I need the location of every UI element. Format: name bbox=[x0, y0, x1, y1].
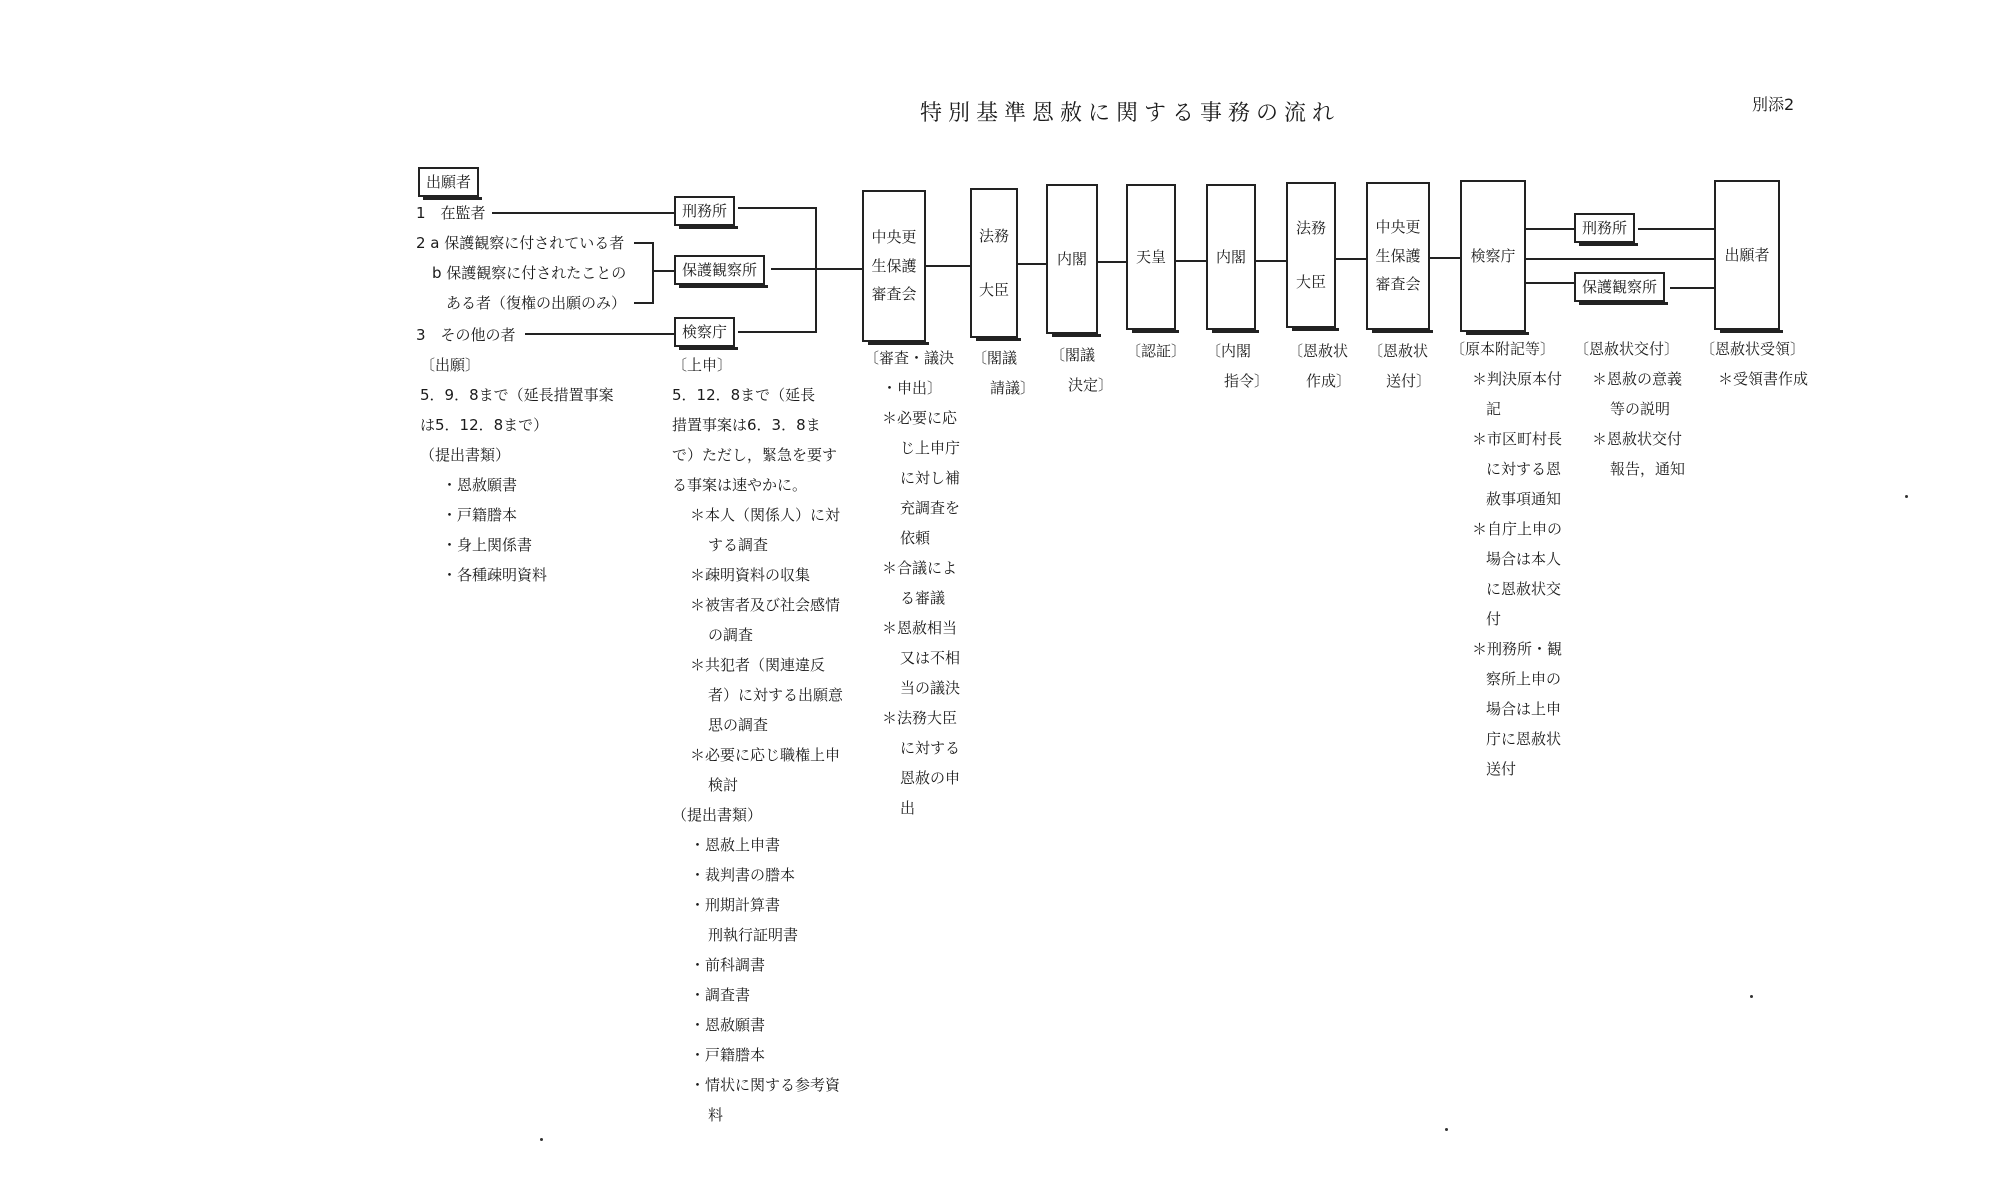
applicant-type-2b-line1: b 保護観察に付されたことの bbox=[432, 264, 627, 282]
report-item: 者）に対する出願意 bbox=[708, 686, 844, 704]
caption-cabinet-1 bbox=[1050, 340, 1113, 400]
node-central-board-2 bbox=[1366, 182, 1430, 330]
connector-line bbox=[1098, 261, 1126, 263]
caption-line: 〔閣議 bbox=[1050, 346, 1096, 364]
caption-line: ＊判決原本付 bbox=[1472, 370, 1563, 388]
connector-line bbox=[1638, 228, 1714, 230]
report-heading: 〔上申〕 bbox=[672, 356, 733, 374]
caption-central-board-2 bbox=[1368, 336, 1431, 396]
report-doc: ・前科調書 bbox=[690, 956, 766, 974]
caption-line: ＊恩赦の意義 bbox=[1592, 370, 1683, 388]
caption-line: 当の議決 bbox=[900, 679, 961, 697]
office-prosecutor-label: 検察庁 bbox=[682, 323, 728, 341]
connector-line bbox=[738, 331, 817, 333]
caption-line: ・申出〕 bbox=[882, 379, 943, 397]
application-notes bbox=[420, 350, 614, 590]
caption-line: 〔閣議 bbox=[972, 349, 1018, 367]
caption-line: 充調査を bbox=[900, 499, 961, 517]
node-central-board-1 bbox=[862, 190, 926, 342]
caption-central-board-1 bbox=[864, 343, 960, 823]
office-probation bbox=[674, 255, 765, 285]
connector-line bbox=[1526, 228, 1574, 230]
report-docs-heading: （提出書類） bbox=[672, 806, 763, 824]
report-line: で）ただし，緊急を要す bbox=[672, 446, 838, 464]
report-doc: ・情状に関する参考資 bbox=[690, 1076, 841, 1094]
caption-prosecutor-office bbox=[1450, 334, 1562, 784]
caption-line: 送付 bbox=[1486, 760, 1517, 778]
applicant-type-1: 1 在監者 bbox=[416, 204, 486, 222]
report-doc: ・調査書 bbox=[690, 986, 751, 1004]
caption-line: 付 bbox=[1486, 610, 1502, 628]
caption-final-applicant bbox=[1700, 334, 1808, 394]
report-doc: ・刑期計算書 bbox=[690, 896, 781, 914]
caption-line: 〔恩赦状 bbox=[1368, 342, 1429, 360]
connector-line bbox=[738, 207, 817, 209]
caption-line: ＊必要に応 bbox=[882, 409, 958, 427]
office-prosecutor bbox=[674, 317, 735, 347]
scan-speck bbox=[1445, 1128, 1448, 1131]
caption-line: る審議 bbox=[900, 589, 946, 607]
report-doc: 刑執行証明書 bbox=[708, 926, 799, 944]
report-item: ＊疎明資料の収集 bbox=[690, 566, 811, 584]
application-doc: ・各種疎明資料 bbox=[442, 566, 548, 584]
connector-line bbox=[634, 242, 654, 244]
caption-line: に対し補 bbox=[900, 469, 961, 487]
caption-right-offices bbox=[1574, 334, 1685, 484]
node-text: 生保護 bbox=[1375, 246, 1421, 265]
caption-line: 〔原本附記等〕 bbox=[1450, 340, 1556, 358]
node-text: 大臣 bbox=[1295, 273, 1326, 291]
attachment-label: 別添2 bbox=[1752, 95, 1795, 114]
node-prosecutor-office bbox=[1460, 180, 1526, 332]
node-text: 出願者 bbox=[1724, 245, 1770, 264]
office-prison bbox=[674, 196, 735, 226]
report-line: 5．12．8まで（延長 bbox=[672, 386, 816, 404]
caption-line: ＊受領書作成 bbox=[1718, 370, 1809, 388]
report-item: ＊被害者及び社会感情 bbox=[690, 596, 841, 614]
caption-line: 〔審査・議決 bbox=[864, 349, 955, 367]
report-item: ＊必要に応じ職権上申 bbox=[690, 746, 841, 764]
node-text: 中央更 bbox=[1375, 218, 1421, 237]
node-text: 審査会 bbox=[871, 285, 917, 304]
node-text: 大臣 bbox=[978, 281, 1009, 299]
caption-justice-minister-2 bbox=[1288, 336, 1351, 396]
caption-line: 決定〕 bbox=[1068, 376, 1114, 394]
caption-line: じ上申庁 bbox=[900, 439, 961, 457]
report-notes bbox=[672, 350, 843, 1130]
node-text: 法務 bbox=[1295, 218, 1326, 237]
application-heading: 〔出願〕 bbox=[420, 356, 481, 374]
node-text: 中央更 bbox=[871, 228, 917, 247]
caption-line: 依頼 bbox=[900, 529, 931, 547]
caption-line: 〔恩赦状交付〕 bbox=[1574, 340, 1680, 358]
right-office-prison-label: 刑務所 bbox=[1582, 219, 1628, 237]
caption-emperor bbox=[1126, 336, 1186, 366]
connector-line bbox=[634, 302, 654, 304]
caption-line: 庁に恩赦状 bbox=[1486, 730, 1562, 748]
caption-justice-minister-1 bbox=[972, 343, 1035, 403]
node-text: 内閣 bbox=[1056, 249, 1087, 268]
caption-line: 〔恩赦状 bbox=[1288, 342, 1349, 360]
report-line: る事案は速やかに。 bbox=[672, 476, 808, 494]
connector-line bbox=[1176, 260, 1206, 262]
caption-line: 指令〕 bbox=[1224, 372, 1270, 390]
connector-line bbox=[926, 265, 970, 267]
node-emperor bbox=[1126, 184, 1176, 330]
scan-speck bbox=[1905, 495, 1908, 498]
caption-line: 出 bbox=[900, 799, 916, 817]
application-line: 5．9．8まで（延長措置事案 bbox=[420, 386, 614, 404]
report-item: する調査 bbox=[708, 536, 769, 554]
caption-line: に恩赦状交 bbox=[1486, 580, 1562, 598]
application-line: （提出書類） bbox=[420, 446, 511, 464]
office-prison-label: 刑務所 bbox=[682, 202, 728, 220]
caption-line: 〔認証〕 bbox=[1126, 342, 1187, 360]
node-text: 生保護 bbox=[871, 256, 917, 275]
report-doc: 料 bbox=[708, 1106, 724, 1124]
report-doc: ・恩赦願書 bbox=[690, 1016, 766, 1034]
scan-speck bbox=[1750, 995, 1753, 998]
caption-line: ＊恩赦相当 bbox=[882, 619, 958, 637]
caption-line: 作成〕 bbox=[1306, 372, 1352, 390]
application-doc: ・戸籍謄本 bbox=[442, 506, 518, 524]
caption-line: 請議〕 bbox=[990, 379, 1036, 397]
connector-line bbox=[652, 270, 674, 272]
connector-line bbox=[1526, 258, 1714, 260]
caption-line: 場合は本人 bbox=[1486, 550, 1562, 568]
office-probation-label: 保護観察所 bbox=[682, 261, 758, 279]
node-final-applicant bbox=[1714, 180, 1780, 330]
caption-line: 恩赦の申 bbox=[900, 769, 961, 787]
caption-line: 又は不相 bbox=[900, 649, 961, 667]
connector-line bbox=[1430, 257, 1460, 259]
node-text: 法務 bbox=[978, 226, 1009, 245]
right-office-prison bbox=[1574, 213, 1635, 243]
caption-line: 送付〕 bbox=[1386, 372, 1432, 390]
report-item: 検討 bbox=[708, 776, 739, 794]
caption-line: ＊自庁上申の bbox=[1472, 520, 1563, 538]
caption-line: 赦事項通知 bbox=[1486, 490, 1562, 508]
connector-line bbox=[492, 212, 674, 214]
caption-line: ＊合議によ bbox=[882, 559, 958, 577]
caption-line: ＊刑務所・観 bbox=[1472, 640, 1563, 658]
node-cabinet-2 bbox=[1206, 184, 1256, 330]
caption-line: 〔内閣 bbox=[1206, 342, 1252, 360]
caption-line: 察所上申の bbox=[1486, 670, 1562, 688]
caption-line: 〔恩赦状受領〕 bbox=[1700, 340, 1806, 358]
right-office-probation bbox=[1574, 272, 1665, 302]
applicant-type-3: 3 その他の者 bbox=[416, 326, 516, 344]
caption-cabinet-2 bbox=[1206, 336, 1269, 396]
node-justice-minister-2 bbox=[1286, 182, 1336, 328]
connector-line bbox=[1670, 287, 1714, 289]
scan-speck bbox=[540, 1138, 543, 1141]
report-doc: ・恩赦上申書 bbox=[690, 836, 781, 854]
report-item: の調査 bbox=[708, 626, 754, 644]
report-item: 思の調査 bbox=[708, 716, 769, 734]
application-line: は5．12．8まで） bbox=[420, 416, 549, 434]
applicant-type-2a: 2 a 保護観察に付されている者 bbox=[416, 234, 625, 252]
node-text: 検察庁 bbox=[1470, 246, 1516, 265]
caption-line: 報告，通知 bbox=[1610, 460, 1686, 478]
caption-line: ＊市区町村長 bbox=[1472, 430, 1563, 448]
caption-line: ＊恩赦状交付 bbox=[1592, 430, 1683, 448]
connector-line bbox=[1256, 260, 1286, 262]
connector-line bbox=[525, 333, 674, 335]
caption-line: 等の説明 bbox=[1610, 400, 1671, 418]
application-doc: ・恩赦願書 bbox=[442, 476, 518, 494]
applicant-label-box bbox=[418, 167, 479, 197]
caption-line: ＊法務大臣 bbox=[882, 709, 958, 727]
node-justice-minister-1 bbox=[970, 188, 1018, 338]
report-item: ＊本人（関係人）に対 bbox=[690, 506, 841, 524]
connector-line bbox=[652, 242, 654, 304]
node-cabinet-1 bbox=[1046, 184, 1098, 334]
report-doc: ・戸籍謄本 bbox=[690, 1046, 766, 1064]
connector-line bbox=[1526, 282, 1574, 284]
node-text: 内閣 bbox=[1215, 247, 1246, 266]
connector-line bbox=[815, 207, 817, 333]
applicant-label: 出願者 bbox=[426, 173, 472, 191]
caption-line: 記 bbox=[1486, 400, 1502, 418]
connector-line bbox=[1018, 263, 1046, 265]
report-doc: ・裁判書の謄本 bbox=[690, 866, 796, 884]
connector-line bbox=[815, 268, 862, 270]
caption-line: に対する bbox=[900, 739, 961, 757]
report-item: ＊共犯者（関連違反 bbox=[690, 656, 826, 674]
report-line: 措置事案は6．3．8ま bbox=[672, 416, 821, 434]
caption-line: 場合は上申 bbox=[1486, 700, 1562, 718]
applicant-type-2b-line2: ある者（復権の出願のみ） bbox=[446, 294, 627, 312]
application-doc: ・身上関係書 bbox=[442, 536, 533, 554]
caption-line: に対する恩 bbox=[1486, 460, 1562, 478]
right-office-probation-label: 保護観察所 bbox=[1582, 278, 1658, 296]
node-text: 審査会 bbox=[1375, 275, 1421, 294]
connector-line bbox=[1336, 258, 1366, 260]
page-title: 特別基準恩赦に関する事務の流れ bbox=[919, 101, 1340, 126]
node-text: 天皇 bbox=[1135, 247, 1166, 266]
